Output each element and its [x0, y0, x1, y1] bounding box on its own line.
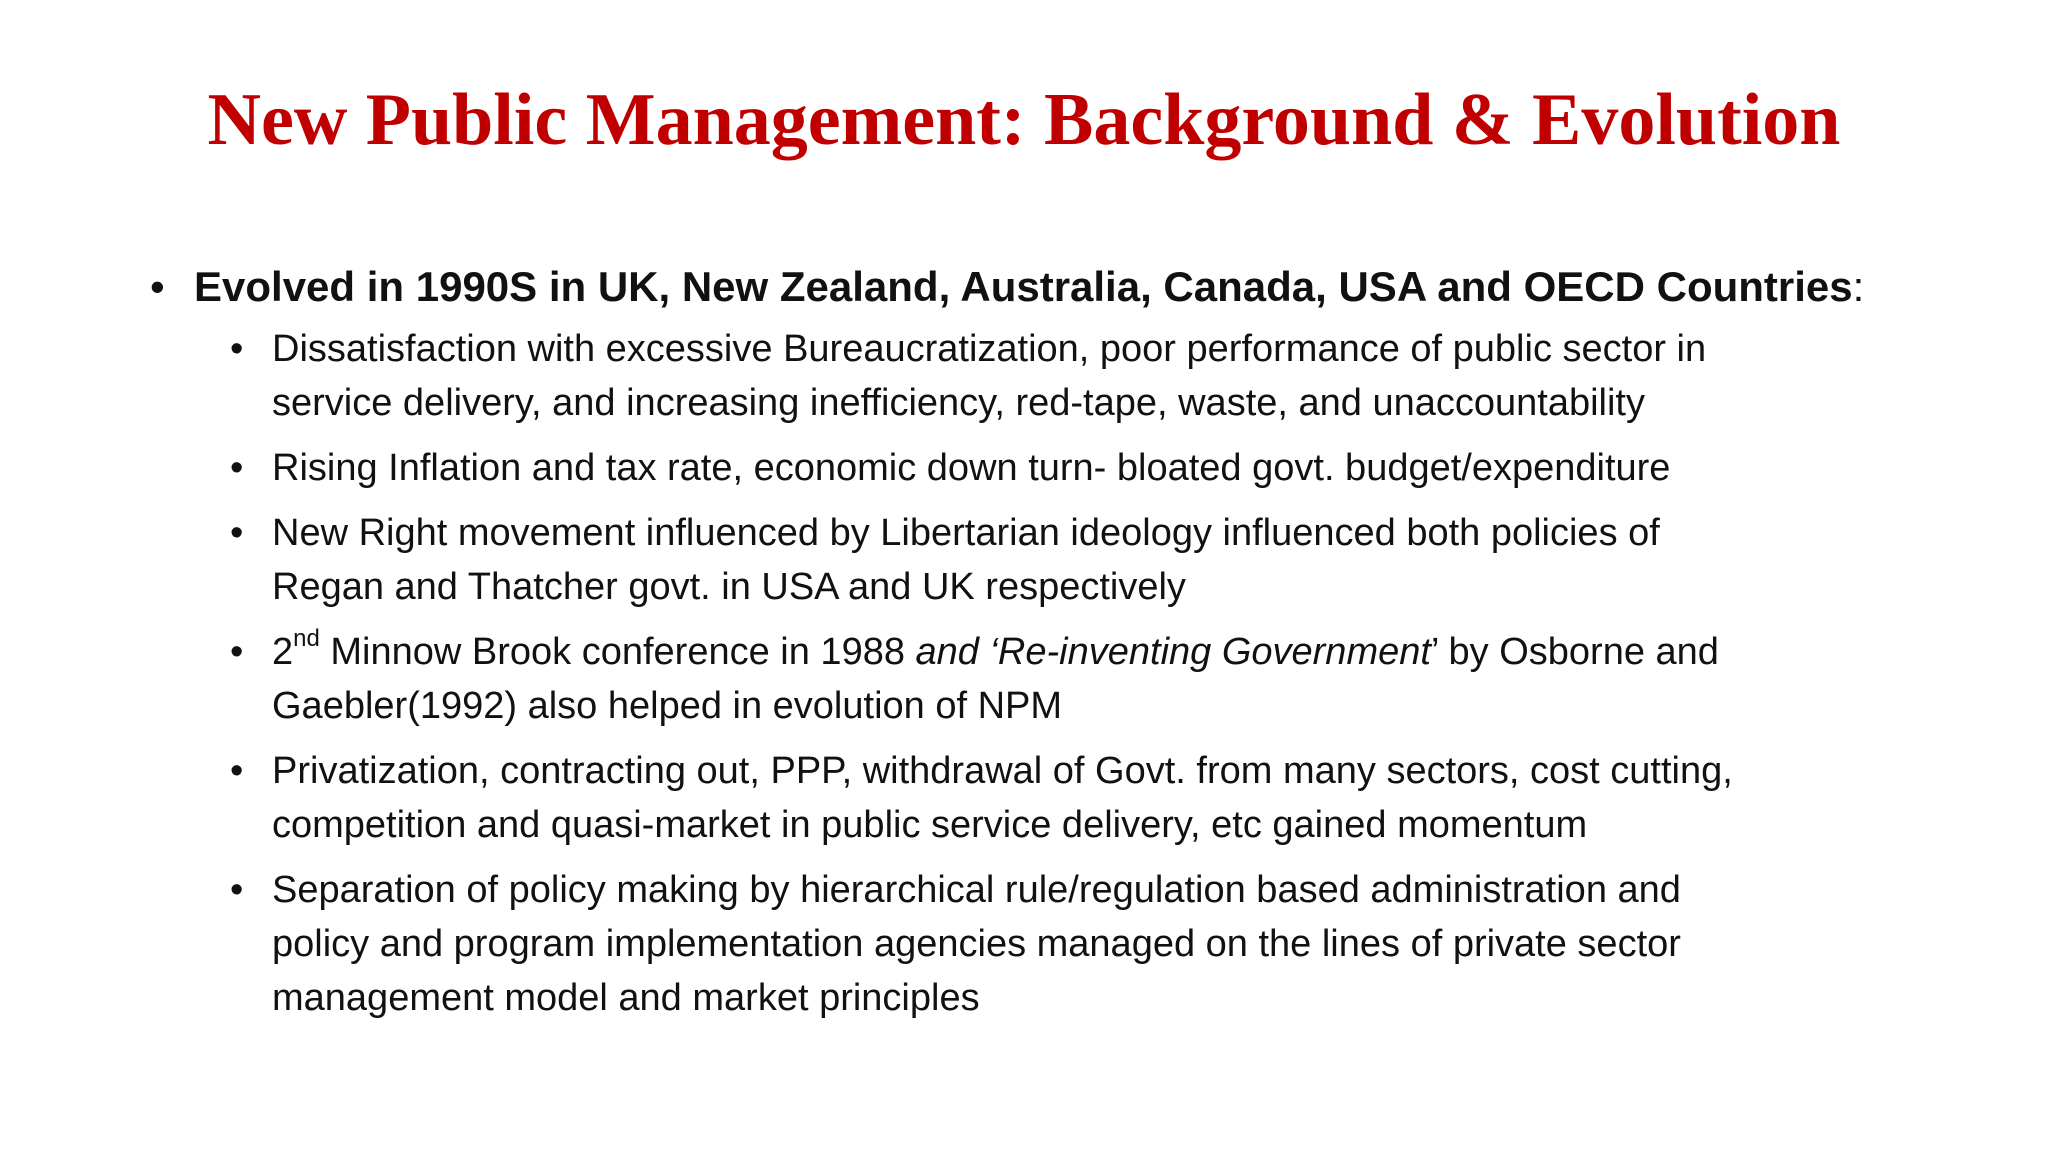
main-bullet-colon: : [1852, 263, 1865, 310]
sub-bullet-list [150, 322, 1910, 1025]
sub-bullet-line: New Right movement influenced by Libertarian ideology influenced both policies of [272, 512, 1660, 554]
bullet-icon: • [230, 631, 244, 673]
bullet-icon: • [230, 447, 244, 489]
bullet-icon: • [230, 512, 244, 554]
main-bullet-text: Evolved in 1990S in UK, New Zealand, Australia, Canada, USA and OECD Countries [194, 263, 1853, 310]
sub-bullet-line: Separation of policy making by hierarchical rule/regulation based administration and [272, 869, 1681, 911]
sub-bullet-line: management model and market principles [272, 977, 980, 1019]
sub-bullet-separation [230, 863, 1932, 1025]
text-after-italic: ’ by Osborne and [1430, 631, 1719, 673]
sub-bullet-minnowbrook [230, 625, 1932, 733]
sub-bullet-line: service delivery, and increasing inefficiency, red-tape, waste, and unaccountability [272, 382, 1645, 424]
sub-bullet-line: Rising Inflation and tax rate, economic down turn- bloated govt. budget/expenditure [272, 447, 1671, 489]
sub-bullet-inflation [230, 441, 1932, 495]
slide-title: New Public Management: Background & Evolution [207, 79, 1841, 161]
sub-bullet-dissatisfaction [230, 322, 1932, 430]
sub-bullet-line [272, 625, 1932, 679]
italic-book-title: and ‘Re-inventing Government [915, 631, 1431, 673]
sub-bullet-privatization [230, 744, 1932, 852]
sub-bullet-line: policy and program implementation agencies managed on the lines of private sector [272, 923, 1681, 965]
text-before-italic: Minnow Brook conference in 1988 [319, 631, 916, 673]
ordinal-number: 2 [272, 631, 294, 673]
bullet-icon: • [230, 328, 244, 370]
slide-content [150, 258, 1910, 1036]
sub-bullet-line: Privatization, contracting out, PPP, withdrawal of Govt. from many sectors, cost cutting, [272, 750, 1733, 792]
bullet-icon: • [150, 263, 165, 310]
sub-bullet-new-right [230, 506, 1932, 614]
sub-bullet-line: Dissatisfaction with excessive Bureaucratization, poor performance of public sector in [272, 328, 1707, 370]
main-bullet [150, 258, 1910, 316]
bullet-icon: • [230, 750, 244, 792]
sub-bullet-line: competition and quasi-market in public service delivery, etc gained momentum [272, 804, 1588, 846]
sub-bullet-line: Gaebler(1992) also helped in evolution of NPM [272, 685, 1063, 727]
ordinal-suffix: nd [293, 625, 320, 653]
bullet-icon: • [230, 869, 244, 911]
sub-bullet-line: Regan and Thatcher govt. in USA and UK respectively [272, 566, 1186, 608]
